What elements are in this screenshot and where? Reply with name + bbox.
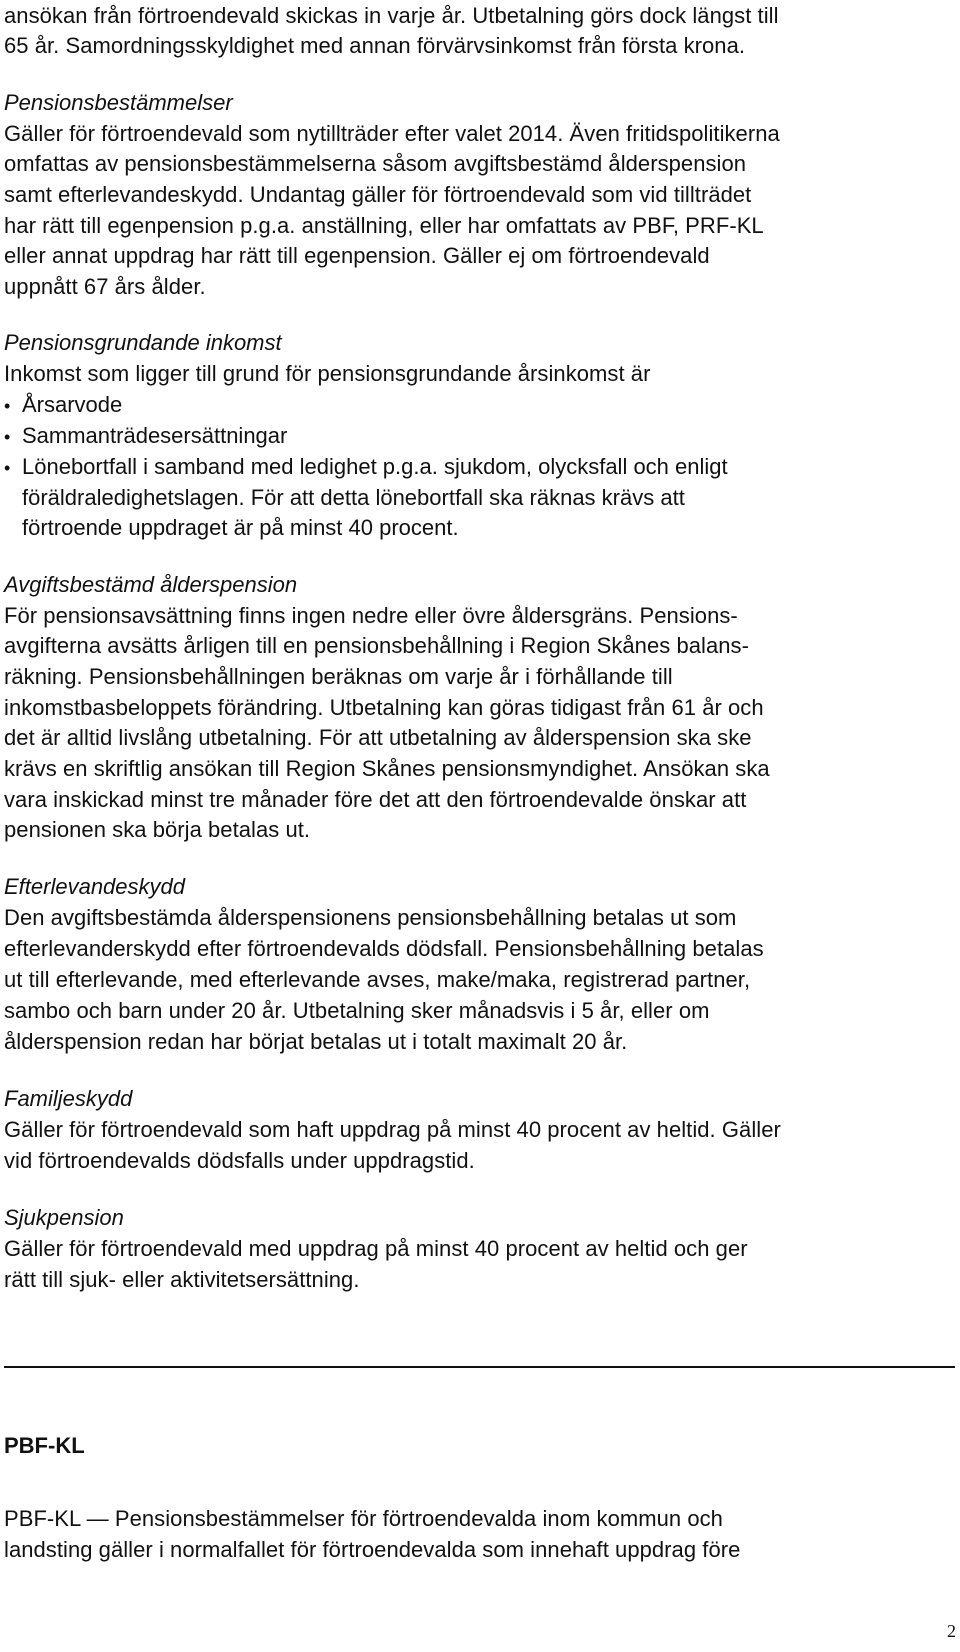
- bullet-icon: •: [4, 458, 11, 478]
- paragraph-line: vara inskickad minst tre månader före det att den förtroendevalde önskar att: [4, 787, 747, 812]
- paragraph-line: Gäller för förtroendevald som nytillträder efter valet 2014. Även fritidspolitikerna: [4, 121, 780, 146]
- paragraph-line: ut till efterlevande, med efterlevande avses, make/maka, registrerad partner,: [4, 967, 751, 992]
- bullet-text: Lönebortfall i samband med ledighet p.g.a. sjukdom, olycksfall och enligt: [22, 454, 728, 479]
- section-heading-pensionsbestammelser: Pensionsbestämmelser: [4, 90, 233, 115]
- paragraph-line: pensionen ska börja betalas ut.: [4, 817, 311, 842]
- bullet-continuation: föräldraledighetslagen. För att detta lönebortfall ska räknas krävs att: [22, 485, 685, 510]
- bullet-icon: •: [4, 396, 11, 416]
- paragraph-line: uppnått 67 års ålder.: [4, 274, 206, 299]
- section-heading-avgiftsbestamd-alderspension: Avgiftsbestämd ålderspension: [4, 572, 298, 597]
- section-heading-pbf-kl: PBF-KL: [4, 1433, 85, 1458]
- page-number: 2: [947, 1621, 956, 1641]
- paragraph-line: ålderspension redan har börjat betalas ut i totalt maximalt 20 år.: [4, 1029, 628, 1054]
- intro-line: 65 år. Samordningsskyldighet med annan förvärvsinkomst från första krona.: [4, 33, 746, 58]
- bullet-continuation: förtroende uppdraget är på minst 40 procent.: [22, 515, 459, 540]
- paragraph-line: rätt till sjuk- eller aktivitetsersättning.: [4, 1267, 360, 1292]
- section-heading-familjeskydd: Familjeskydd: [4, 1086, 133, 1111]
- paragraph-line: PBF-KL — Pensionsbestämmelser för förtroendevalda inom kommun och: [4, 1506, 723, 1531]
- section-heading-pensionsgrundande-inkomst: Pensionsgrundande inkomst: [4, 330, 282, 355]
- paragraph-line: avgifterna avsätts årligen till en pensionsbehållning i Region Skånes balans-: [4, 633, 749, 658]
- bullet-text: Sammanträdesersättningar: [22, 423, 288, 448]
- intro-line: ansökan från förtroendevald skickas in varje år. Utbetalning görs dock längst till: [4, 3, 779, 28]
- paragraph-line: Inkomst som ligger till grund för pensionsgrundande årsinkomst är: [4, 361, 651, 386]
- paragraph-line: vid förtroendevalds dödsfalls under uppdragstid.: [4, 1148, 475, 1173]
- paragraph-line: har rätt till egenpension p.g.a. anställning, eller har omfattats av PBF, PRF-KL: [4, 213, 764, 238]
- bullet-item: [4, 420, 287, 453]
- paragraph-line: samt efterlevandeskydd. Undantag gäller för förtroendevald som vid tillträdet: [4, 182, 752, 207]
- paragraph-line: efterlevanderskydd efter förtroendevalds dödsfall. Pensionsbehållning betalas: [4, 936, 764, 961]
- paragraph-line: Den avgiftsbestämda ålderspensionens pensionsbehållning betalas ut som: [4, 905, 737, 930]
- paragraph-line: Gäller för förtroendevald som haft uppdrag på minst 40 procent av heltid. Gäller: [4, 1117, 781, 1142]
- paragraph-line: inkomstbasbeloppets förändring. Utbetalning kan göras tidigast från 61 år och: [4, 695, 764, 720]
- bullet-text: Årsarvode: [22, 392, 123, 417]
- paragraph-line: eller annat uppdrag har rätt till egenpension. Gäller ej om förtroendevald: [4, 243, 710, 268]
- bullet-item: [4, 451, 728, 484]
- paragraph-line: omfattas av pensionsbestämmelserna såsom avgiftsbestämd ålderspension: [4, 151, 747, 176]
- paragraph-line: krävs en skriftlig ansökan till Region Skånes pensionsmyndighet. Ansökan ska: [4, 756, 770, 781]
- paragraph-line: räkning. Pensionsbehållningen beräknas om varje år i förhållande till: [4, 664, 673, 689]
- bullet-icon: •: [4, 427, 11, 447]
- bullet-item: [4, 389, 122, 422]
- section-heading-efterlevandeskydd: Efterlevandeskydd: [4, 874, 185, 899]
- paragraph-line: För pensionsavsättning finns ingen nedre eller övre åldersgräns. Pensions-: [4, 603, 738, 628]
- horizontal-divider: [4, 1366, 955, 1368]
- paragraph-line: Gäller för förtroendevald med uppdrag på minst 40 procent av heltid och ger: [4, 1236, 748, 1261]
- paragraph-line: sambo och barn under 20 år. Utbetalning sker månadsvis i 5 år, eller om: [4, 998, 710, 1023]
- section-heading-sjukpension: Sjukpension: [4, 1205, 124, 1230]
- paragraph-line: det är alltid livslång utbetalning. För att utbetalning av ålderspension ska ske: [4, 725, 752, 750]
- paragraph-line: landsting gäller i normalfallet för förtroendevalda som innehaft uppdrag före: [4, 1537, 741, 1562]
